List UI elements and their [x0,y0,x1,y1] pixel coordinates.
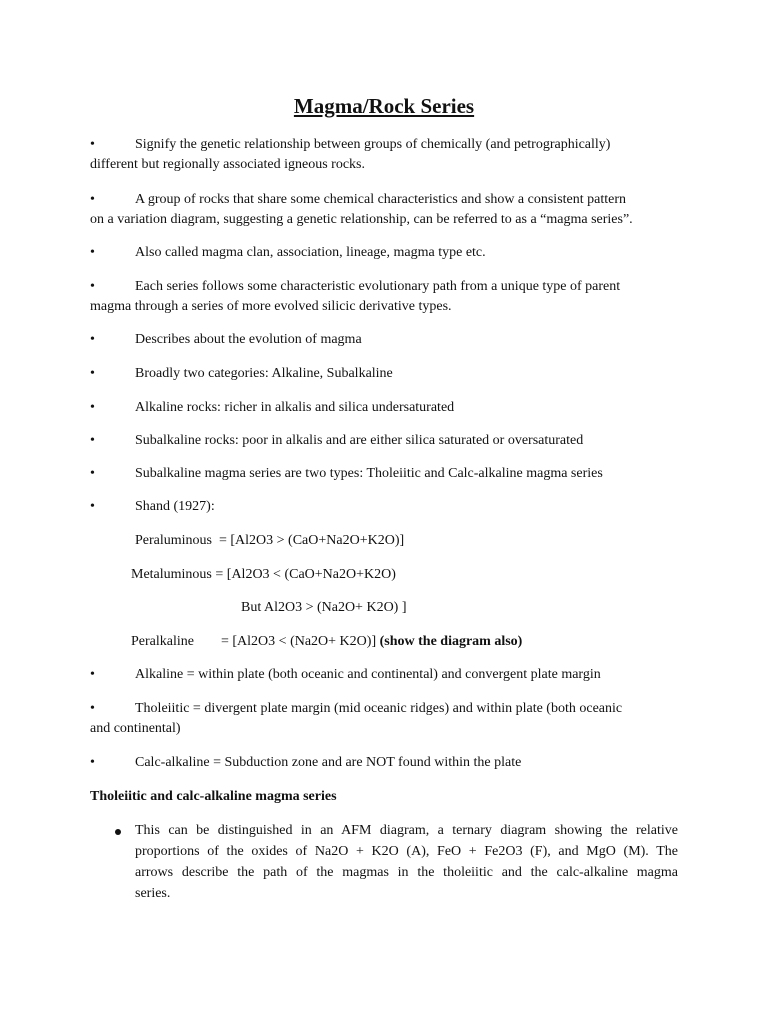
bullet-text: A group of rocks that share some chemical characteristics and show a consistent pattern [135,192,627,207]
bullet-symbol: • [90,400,95,415]
bullet-symbol: • [90,701,95,716]
bullet-symbol: • [90,366,95,381]
bullet-symbol: • [90,245,95,260]
bullet-text: Broadly two categories: Alkaline, Subalkaline [135,366,393,381]
section-heading: Tholeiitic and calc-alkaline magma series [90,789,337,804]
afm-paragraph-line: proportions of the oxides of Na2O + K2O (A), FeO + Fe2O3 (F), and MgO (M). The [135,844,678,859]
bullet-symbol: • [90,433,95,448]
bullet-text: Subalkaline magma series are two types: Tholeiitic and Calc-alkaline magma series [135,466,603,481]
bullet-text-continuation: and continental) [90,721,181,736]
afm-paragraph-line: This can be distinguished in an AFM diagram, a ternary diagram showing the relative [135,823,678,838]
peralkaline-label: Peralkaline [131,634,194,649]
list-bullet-dot [115,829,121,835]
bullet-symbol: • [90,332,95,347]
bullet-symbol: • [90,137,95,152]
afm-paragraph-line: series. [135,886,171,901]
bullet-text: Subalkaline rocks: poor in alkalis and are either silica saturated or oversaturated [135,433,584,448]
bullet-symbol: • [90,192,95,207]
bullet-text: Alkaline rocks: richer in alkalis and silica undersaturated [135,400,455,415]
page-title: Magma/Rock Series [293,94,475,118]
afm-paragraph [135,820,678,904]
bullet-symbol: • [90,279,95,294]
bullet-symbol: • [90,499,95,514]
bullet-text: Shand (1927): [135,499,215,514]
bullet-symbol: • [90,466,95,481]
metaluminous-formula-continuation: But Al2O3 > (Na2O+ K2O) ] [241,600,407,615]
bullet-text: Tholeiitic = divergent plate margin (mid oceanic ridges) and within plate (both oceanic [135,701,623,716]
peralkaline-note: (show the diagram also) [379,634,523,649]
bullet-text-continuation: different but regionally associated igneous rocks. [90,157,365,172]
bullet-text: Signify the genetic relationship between groups of chemically (and petrographically) [135,137,611,152]
peralkaline-formula [221,632,522,652]
peralkaline-formula-text: = [Al2O3 < (Na2O+ K2O)] [221,634,377,649]
afm-paragraph-line: arrows describe the path of the magmas in the tholeiitic and the calc-alkaline magma [135,865,678,880]
bullet-symbol: • [90,755,95,770]
bullet-text-continuation: magma through a series of more evolved silicic derivative types. [90,299,452,314]
bullet-text-continuation: on a variation diagram, suggesting a genetic relationship, can be referred to as a “magma series”. [90,212,633,227]
bullet-text: Each series follows some characteristic evolutionary path from a unique type of parent [135,279,621,294]
peraluminous-formula: Peraluminous = [Al2O3 > (CaO+Na2O+K2O)] [135,533,405,548]
bullet-text: Describes about the evolution of magma [135,332,362,347]
bullet-text: Also called magma clan, association, lineage, magma type etc. [135,245,486,260]
metaluminous-formula: Metaluminous = [Al2O3 < (CaO+Na2O+K2O) [131,567,396,582]
bullet-text: Calc-alkaline = Subduction zone and are NOT found within the plate [135,755,522,770]
bullet-symbol: • [90,667,95,682]
bullet-text: Alkaline = within plate (both oceanic and continental) and convergent plate margin [135,667,601,682]
